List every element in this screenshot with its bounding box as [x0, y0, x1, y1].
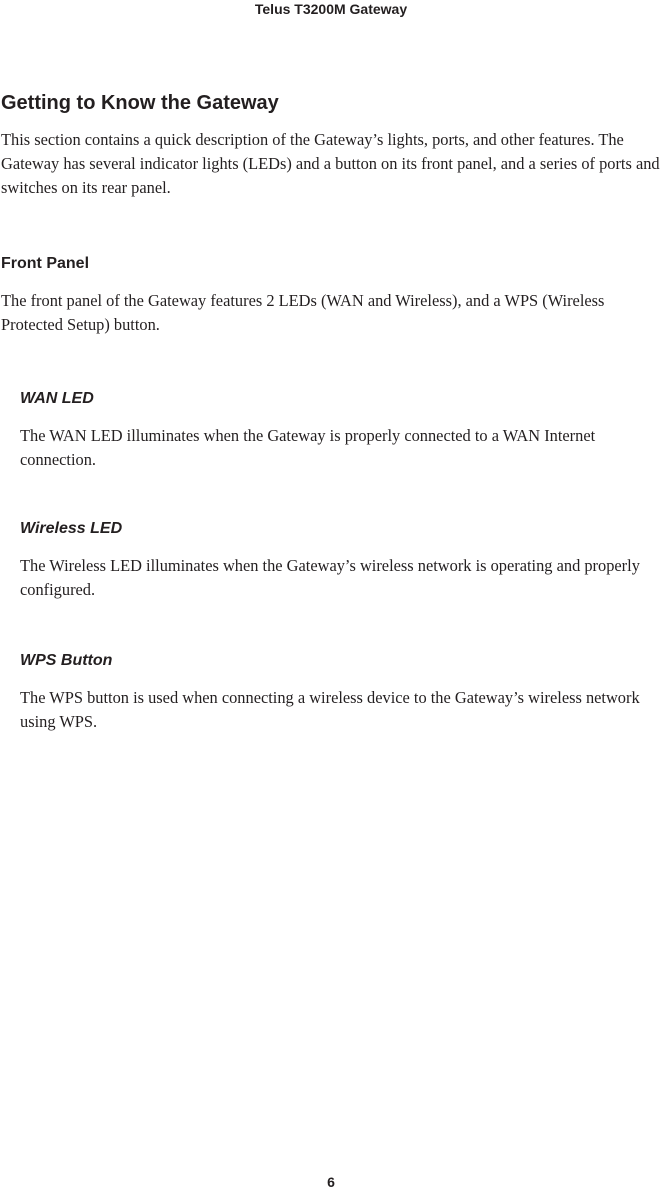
wan-led-title: WAN LED — [20, 390, 94, 407]
wan-led-section — [20, 388, 662, 472]
section-title: Getting to Know the Gateway — [1, 92, 279, 114]
wan-led-description: The WAN LED illuminates when the Gateway is properly connected to a WAN Internet connection. — [20, 426, 596, 469]
wps-button-section — [20, 650, 662, 734]
front-panel-title: Front Panel — [1, 255, 90, 272]
front-panel-description: The front panel of the Gateway features 2 LEDs (WAN and Wireless), and a WPS (Wireless Protected Setup) button. — [1, 291, 605, 334]
wps-button-description: The WPS button is used when connecting a wireless device to the Gateway’s wireless network using WPS. — [20, 688, 640, 731]
wireless-led-title: Wireless LED — [20, 520, 123, 537]
wireless-led-section — [20, 518, 662, 602]
section-intro: This section contains a quick description of the Gateway’s lights, ports, and other features. The Gateway has several indicator lights (LEDs) and a button on its front panel, and a series of ports and switches on its rear panel. — [1, 130, 660, 197]
wireless-led-description: The Wireless LED illuminates when the Gateway’s wireless network is operating and properly configured. — [20, 556, 640, 599]
running-header: Telus T3200M Gateway — [254, 1, 408, 17]
page-number: 6 — [327, 1174, 335, 1190]
wps-button-title: WPS Button — [20, 652, 113, 669]
